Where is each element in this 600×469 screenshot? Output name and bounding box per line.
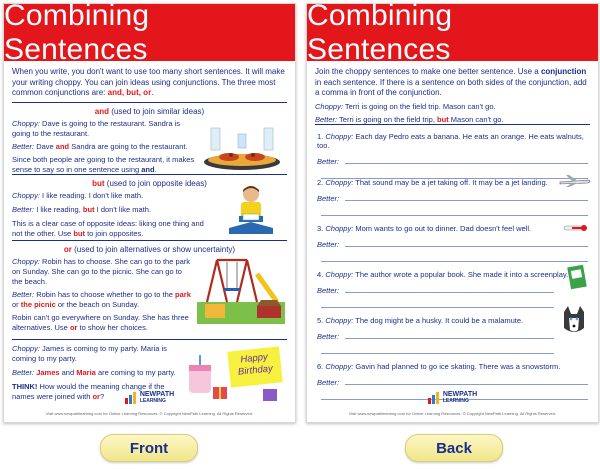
and-explain: Since both people are going to the restaurant, it makes sense to say so in one sentence using: [12, 155, 195, 174]
or-choppy: Robin has to choose. She can go to the park on Sunday. She can go to the picnic. She can go to the beach.: [12, 257, 191, 286]
and-better-pre: Dave: [36, 142, 54, 151]
divider: [12, 240, 287, 241]
back-card: [306, 0, 599, 423]
newpath-logo: [428, 391, 477, 405]
front-button[interactable]: Front: [100, 434, 198, 462]
or-choppy-label: Choppy:: [12, 257, 40, 266]
item-text: Each day Pedro eats a banana. He eats an orange. He eats walnuts, too.: [317, 132, 584, 150]
back-intro-text: Join the choppy sentences to make one better sentence. Use a: [315, 67, 539, 76]
but-section: [12, 174, 287, 239]
or-better-or1: or: [12, 300, 19, 309]
and-choppy: Dave is going to the restaurant. Sandra is going to the restaurant.: [12, 119, 181, 138]
item-number: 4.: [317, 270, 324, 279]
item-choppy-label: Choppy:: [325, 362, 354, 371]
item-text: Gavin had planned to go ice skating. There was a snowstorm.: [355, 362, 561, 371]
or-word: or: [63, 245, 72, 254]
answer-line[interactable]: [321, 307, 554, 308]
and-explain-conj: and: [141, 165, 155, 174]
or-better-post: the beach on Sunday.: [66, 300, 140, 309]
answer-line[interactable]: [345, 286, 554, 293]
park-illustration: [197, 254, 285, 324]
example-better-pre: Terri is going on the field trip,: [339, 114, 435, 124]
exercise-item: [317, 316, 588, 354]
but-explain: This is a clear case of opposite ideas: liking one thing and not the other. Use: [12, 219, 204, 238]
fine-print: Visit www.newpathlearning.com for Online Learning Resources. © Copyright NewPath Learning. All Rights Reserved.: [348, 411, 557, 416]
or-better-label: Better:: [12, 290, 35, 299]
logo-line1: NEWPATH: [442, 391, 478, 398]
example-choppy-label: Choppy:: [315, 101, 343, 111]
or-better-picnic: the picnic: [20, 300, 56, 309]
item-choppy-label: Choppy:: [325, 224, 354, 233]
or-explain-end: to show her choices.: [79, 323, 148, 332]
or-desc: (used to join alternatives or show uncertainty): [74, 245, 236, 254]
back-footer: [307, 391, 598, 416]
book-icon: [566, 264, 588, 290]
divider: [12, 339, 287, 340]
think-label: THINK!: [12, 382, 38, 391]
but-better-pre: I like reading,: [36, 205, 81, 214]
and-desc: (used to join similar ideas): [111, 107, 205, 116]
answer-line[interactable]: [321, 215, 588, 216]
item-better-label: Better:: [317, 194, 340, 203]
back-intro-term: conjunction: [540, 67, 587, 76]
or-better-pre: Robin has to choose whether to go to the: [36, 290, 173, 299]
item-better-label: Better:: [317, 286, 340, 295]
but-explain-conj: but: [73, 229, 85, 238]
item-choppy-label: Choppy:: [325, 270, 354, 279]
answer-line[interactable]: [345, 157, 588, 164]
item-text: The author wrote a popular book. She made it into a screenplay.: [355, 270, 569, 279]
think-conj: or: [92, 392, 100, 401]
party-better-maria: Maria: [76, 368, 96, 377]
answer-line[interactable]: [345, 240, 588, 247]
divider: [12, 102, 287, 103]
thermometer-icon: [562, 222, 588, 234]
back-title: Combining Sentences: [307, 4, 598, 61]
birthday-line1: Happy: [239, 351, 269, 366]
front-card: [3, 0, 296, 423]
answer-line[interactable]: [321, 353, 554, 354]
back-intro-end: in each sentence. If there is a sentence on both sides of the conjunction, add a comma in front of the conjunction.: [315, 77, 587, 97]
item-better-label: Better:: [317, 332, 340, 341]
but-desc: (used to join opposite ideas): [106, 179, 207, 188]
birthday-card: [227, 346, 282, 387]
answer-line[interactable]: [345, 332, 554, 339]
but-explain-end: to join opposites.: [87, 229, 144, 238]
and-section: [12, 102, 287, 175]
item-number: 1.: [317, 132, 324, 141]
party-better-conj: and: [61, 368, 75, 377]
example-choppy: Terri is going on the field trip. Mason can't go.: [344, 101, 496, 111]
and-choppy-label: Choppy:: [12, 119, 40, 128]
answer-line[interactable]: [345, 378, 588, 385]
front-intro: [12, 67, 287, 99]
item-choppy-label: Choppy:: [325, 132, 354, 141]
divider: [12, 174, 287, 175]
item-choppy-label: Choppy:: [325, 316, 354, 325]
exercise-item: [317, 270, 588, 308]
or-explain: Robin can't go everywhere on Sunday. She has three alternatives. Use: [12, 313, 189, 332]
exercise-item: [317, 178, 588, 216]
item-number: 2.: [317, 178, 324, 187]
item-choppy-label: Choppy:: [325, 178, 354, 187]
boy-reading-illustration: [221, 184, 281, 240]
item-better-label: Better:: [317, 240, 340, 249]
think-end: ?: [99, 392, 105, 401]
logo-mark: [125, 392, 137, 404]
or-better-or2: or: [57, 300, 65, 309]
party-choppy-label: Choppy:: [12, 344, 40, 353]
item-number: 6.: [317, 362, 324, 371]
item-text: Mom wants to go out to dinner. Dad doesn't feel well.: [355, 224, 532, 233]
party-choppy: James is coming to my party. Maria is coming to my party.: [12, 344, 167, 363]
party-better-james: James: [36, 368, 60, 377]
exercise-item: [317, 132, 588, 179]
logo-mark: [428, 392, 440, 404]
birthday-line2: Birthday: [237, 363, 274, 378]
logo-line1: NEWPATH: [139, 391, 175, 398]
example-better-post: Mason can't go.: [450, 114, 504, 124]
front-intro-end: .: [151, 88, 154, 97]
and-better-conj: and: [55, 142, 70, 151]
husky-icon: [560, 306, 588, 336]
exercise-item: [317, 224, 588, 262]
front-intro-conjunctions: and, but, or: [107, 88, 152, 97]
item-number: 3.: [317, 224, 324, 233]
but-better-label: Better:: [12, 205, 35, 214]
newpath-logo: [125, 391, 174, 405]
answer-line[interactable]: [321, 261, 588, 262]
think-text: How would the meaning change if the names were joined with: [12, 382, 165, 401]
item-number: 5.: [317, 316, 324, 325]
party-better-post: are coming to my party.: [97, 368, 176, 377]
but-better-conj: but: [82, 205, 95, 214]
item-better-label: Better:: [317, 378, 340, 387]
item-better-label: Better:: [317, 157, 340, 166]
example-better-label: Better:: [315, 114, 338, 124]
or-explain-conj: or: [69, 323, 78, 332]
or-section: [12, 240, 287, 333]
example-better-conj: but: [437, 114, 449, 124]
and-word: and: [94, 107, 110, 116]
back-intro: [315, 67, 590, 125]
jet-icon: [558, 174, 592, 188]
logo-line2: LEARNING: [139, 398, 166, 404]
back-button[interactable]: Back: [405, 434, 503, 462]
or-better-park: park: [175, 290, 191, 299]
but-better-post: I don't like math.: [96, 205, 152, 214]
but-word: but: [92, 179, 105, 188]
party-better-label: Better:: [12, 368, 35, 377]
answer-line[interactable]: [345, 194, 588, 201]
and-explain-end: .: [154, 165, 157, 174]
divider: [315, 124, 590, 125]
restaurant-illustration: [201, 124, 283, 172]
and-better-label: Better:: [12, 142, 35, 151]
fine-print: Visit www.newpathlearning.com for Online Learning Resources. © Copyright NewPath Learning. All Rights Reserved.: [45, 411, 254, 416]
but-choppy: I like reading. I don't like math.: [42, 191, 144, 200]
front-title: Combining Sentences: [4, 4, 295, 61]
item-text: That sound may be a jet taking off. It may be a jet landing.: [355, 178, 548, 187]
but-choppy-label: Choppy:: [12, 191, 40, 200]
item-text: The dog might be a husky. It could be a malamute.: [355, 316, 524, 325]
front-footer: [4, 391, 295, 416]
front-intro-text: When you write, you don't want to use too many short sentences. It will make your writing choppy. You can join ideas using conjunctions. The three most common conjunctions are:: [12, 67, 285, 97]
and-better-post: Sandra are going to the restaurant.: [71, 142, 188, 151]
logo-line2: LEARNING: [442, 398, 469, 404]
